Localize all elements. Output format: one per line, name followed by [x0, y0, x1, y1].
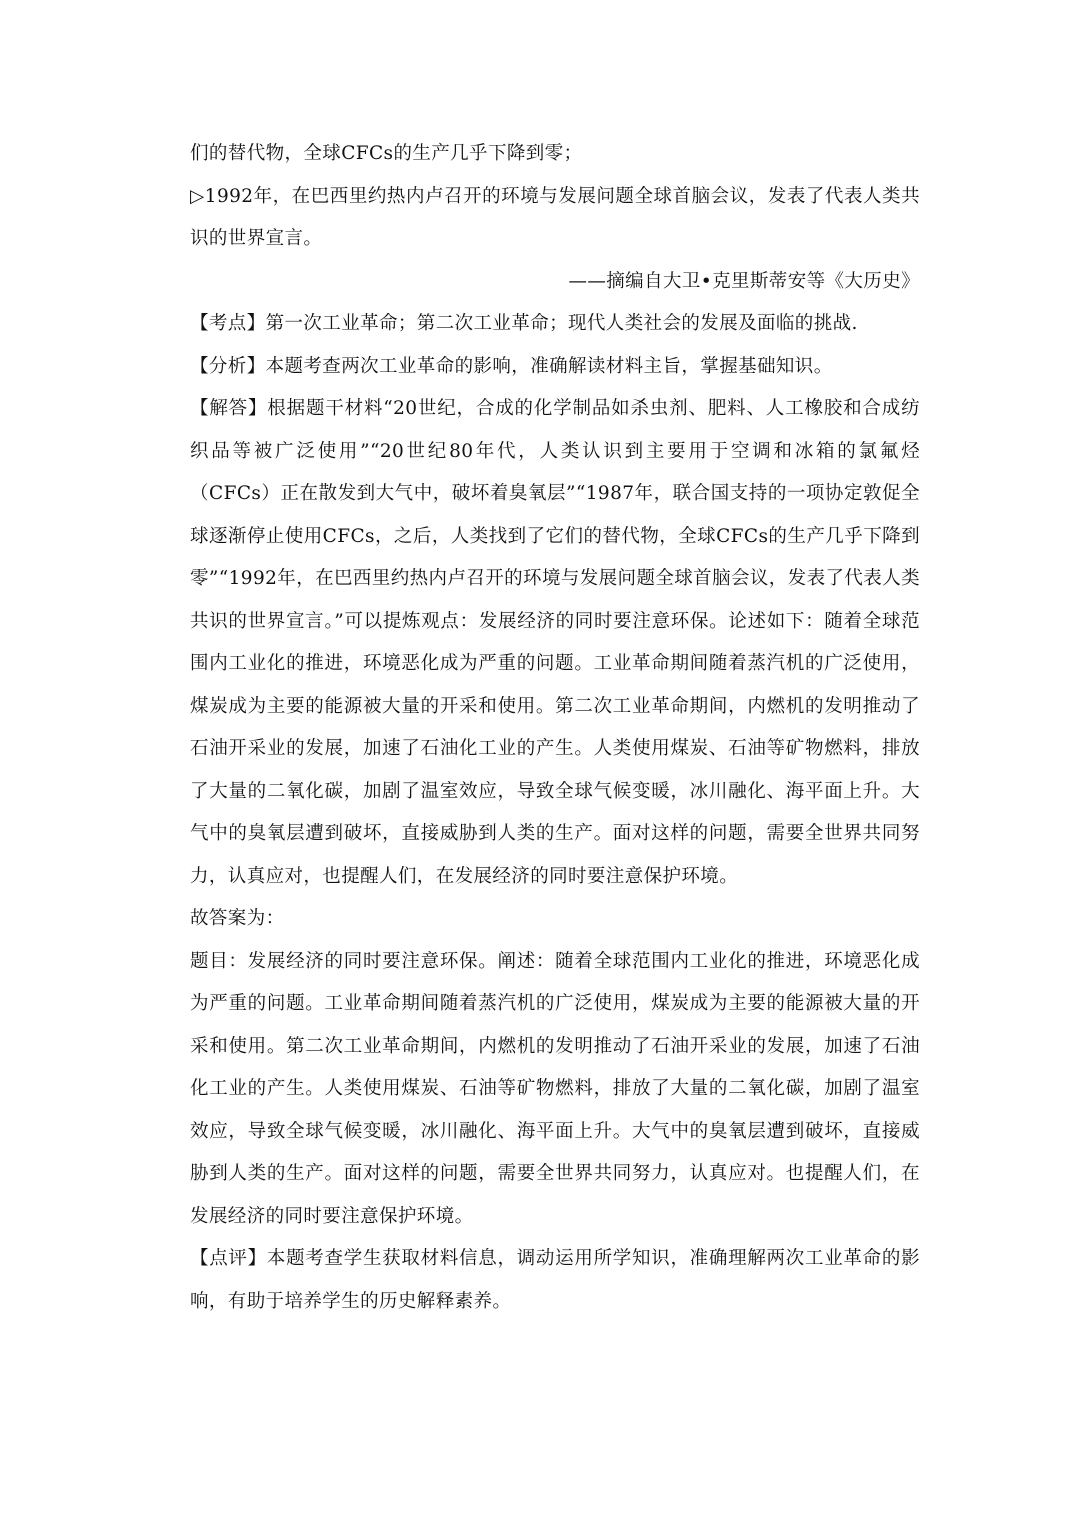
answer-body: 题目：发展经济的同时要注意环保。阐述：随着全球范围内工业化的推进，环境恶化成为严重的问题。工业革命期间随着蒸汽机的广泛使用，煤炭成为主要的能源被大量的开采和使用。第二次工业革命期间，内燃机的发明推动了石油开采业的发展，加速了石油化工业的产生。人类使用煤炭、石油等矿物燃料，排放了大量的二氧化碳，加剧了温室效应，导致全球气候变暖，冰川融化、海平面上升。大气中的臭氧层遭到破坏，直接威胁到人类的生产。面对这样的问题，需要全世界共同努力，认真应对。也提醒人们，在发展经济的同时要注意保护环境。 — [190, 950, 920, 1227]
source-attribution: ——摘编自大卫•克里斯蒂安等《大历史》 — [568, 270, 920, 292]
section-dianping: 【点评】本题考查学生获取材料信息，调动运用所学知识，准确理解两次工业革命的影响，有助于培养学生的历史解释素养。 — [190, 1248, 920, 1312]
document-body — [190, 133, 920, 1323]
section-kaodian: 【考点】第一次工业革命；第二次工业革命；现代人类社会的发展及面临的挑战. — [190, 313, 858, 334]
material-item-1992: ▷1992年，在巴西里约热内卢召开的环境与发展问题全球首脑会议，发表了代表人类共识的世界宣言。 — [190, 185, 920, 249]
material-continuation: 们的替代物，全球CFCs的生产几乎下降到零； — [190, 143, 583, 164]
section-jieda: 【解答】根据题干材料“20世纪，合成的化学制品如杀虫剂、肥料、人工橡胶和合成纺织品等被广泛使用”“20世纪80年代，人类认识到主要用于空调和冰箱的氯氟烃（CFCs）正在散发到大气中，破坏着臭氧层”“1987年，联合国支持的一项协定敦促全球逐渐停止使用CFCs，之后，人类找到了它们的替代物，全球CFCs的生产几乎下降到零”“1992年，在巴西里约热内卢召开的环境与发展问题全球首脑会议，发表了代表人类共识的世界宣言。”可以提炼观点：发展经济的同时要注意环保。论述如下：随着全球范围内工业化的推进，环境恶化成为严重的问题。工业革命期间随着蒸汽机的广泛使用，煤炭成为主要的能源被大量的开采和使用。第二次工业革命期间，内燃机的发明推动了石油开采业的发展，加速了石油化工业的产生。人类使用煤炭、石油等矿物燃料，排放了大量的二氧化碳，加剧了温室效应，导致全球气候变暖，冰川融化、海平面上升。大气中的臭氧层遭到破坏，直接威胁到人类的生产。面对这样的问题，需要全世界共同努力，认真应对，也提醒人们，在发展经济的同时要注意保护环境。 — [190, 398, 920, 887]
answer-lead: 故答案为： — [190, 908, 285, 929]
section-fenxi: 【分析】本题考查两次工业革命的影响，准确解读材料主旨，掌握基础知识。 — [190, 355, 833, 377]
